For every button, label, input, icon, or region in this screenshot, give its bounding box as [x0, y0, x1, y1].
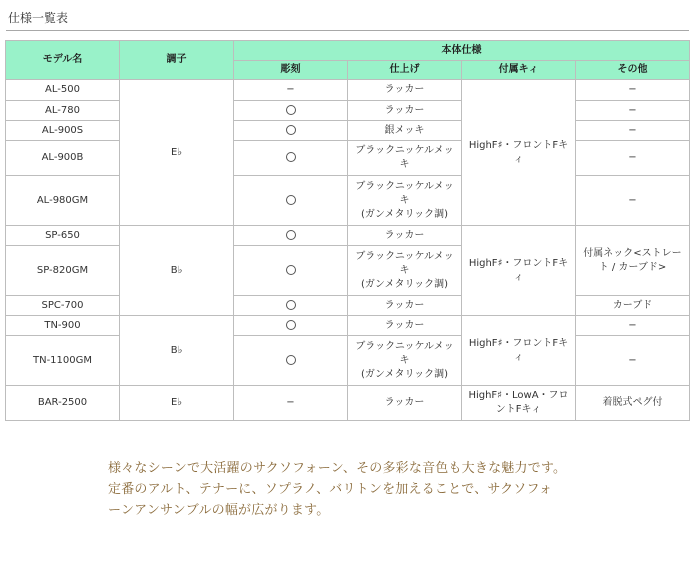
header-finish: 仕上げ [348, 61, 462, 80]
circle-mark [286, 105, 296, 115]
engraving-cell: − [234, 386, 348, 421]
circle-mark [286, 355, 296, 365]
model-cell: BAR-2500 [6, 386, 120, 421]
header-body-spec: 本体仕様 [234, 41, 690, 61]
caption-line: 定番のアルト、テナーに、ソプラノ、バリトンを加えることで、サクソフォ [108, 482, 553, 497]
model-cell: AL-780 [6, 101, 120, 121]
engraving-cell [234, 246, 348, 296]
finish-cell: ラッカー [348, 101, 462, 121]
circle-mark [286, 300, 296, 310]
model-cell: TN-1100GM [6, 336, 120, 386]
caption-line: 様々なシーンで大活躍のサクソフォーン、その多彩な音色も大きな魅力です。 [108, 461, 567, 476]
table-row [6, 226, 690, 246]
finish-text: ブラックニッケルメッキ [355, 340, 454, 366]
model-cell: SP-820GM [6, 246, 120, 296]
key-cell: E♭ [120, 80, 234, 226]
other-cell: − [576, 316, 690, 336]
engraving-cell: − [234, 80, 348, 101]
finish-cell [348, 336, 462, 386]
finish-note: (ガンメタリック調) [360, 208, 449, 220]
header-keys: 付属キィ [462, 61, 576, 80]
model-cell: AL-980GM [6, 176, 120, 226]
finish-cell: 銀メッキ [348, 121, 462, 141]
spec-table [5, 40, 690, 421]
description-caption [108, 458, 648, 521]
other-cell: 付属ネック<ストレート / カーブド> [576, 226, 690, 296]
model-cell: AL-900B [6, 141, 120, 176]
circle-mark [286, 152, 296, 162]
header-model: モデル名 [6, 41, 120, 80]
key-cell: B♭ [120, 226, 234, 316]
model-cell: SP-650 [6, 226, 120, 246]
model-cell: TN-900 [6, 316, 120, 336]
finish-note: (ガンメタリック調) [360, 278, 449, 290]
title-divider [6, 30, 689, 31]
circle-mark [286, 265, 296, 275]
finish-cell: ラッカー [348, 296, 462, 316]
table-row [6, 386, 690, 421]
table-row [6, 141, 690, 176]
other-cell: − [576, 80, 690, 101]
finish-cell: ラッカー [348, 386, 462, 421]
other-cell: − [576, 121, 690, 141]
caption-line: ーンアンサンブルの幅が広がります。 [108, 503, 330, 518]
engraving-cell [234, 176, 348, 226]
keys-cell: HighF♯・フロントFキィ [462, 316, 576, 386]
header-other: その他 [576, 61, 690, 80]
circle-mark [286, 230, 296, 240]
header-engraving: 彫刻 [234, 61, 348, 80]
finish-text: ブラックニッケルメッキ [355, 250, 454, 276]
finish-cell [348, 176, 462, 226]
engraving-cell [234, 316, 348, 336]
keys-cell: HighF♯・フロントFキィ [462, 226, 576, 316]
table-row [6, 176, 690, 226]
engraving-cell [234, 296, 348, 316]
key-cell: E♭ [120, 386, 234, 421]
table-row [6, 316, 690, 336]
engraving-cell [234, 101, 348, 121]
engraving-cell [234, 226, 348, 246]
table-row [6, 121, 690, 141]
other-cell: − [576, 101, 690, 121]
table-row [6, 101, 690, 121]
model-cell: AL-500 [6, 80, 120, 101]
header-key: 調子 [120, 41, 234, 80]
engraving-cell [234, 336, 348, 386]
other-cell: − [576, 141, 690, 176]
engraving-cell [234, 121, 348, 141]
other-cell: 着脱式ペグ付 [576, 386, 690, 421]
key-cell: B♭ [120, 316, 234, 386]
table-row [6, 80, 690, 101]
other-cell: − [576, 336, 690, 386]
finish-cell: ラッカー [348, 226, 462, 246]
other-cell: カーブド [576, 296, 690, 316]
table-row [6, 296, 690, 316]
circle-mark [286, 195, 296, 205]
model-cell: SPC-700 [6, 296, 120, 316]
model-cell: AL-900S [6, 121, 120, 141]
other-cell: − [576, 176, 690, 226]
finish-cell [348, 246, 462, 296]
section-title: 仕様一覧表 [8, 11, 69, 25]
engraving-cell [234, 141, 348, 176]
keys-cell: HighF♯・フロントFキィ [462, 80, 576, 226]
finish-note: (ガンメタリック調) [360, 368, 449, 380]
finish-cell: ラッカー [348, 316, 462, 336]
finish-cell: ラッカー [348, 80, 462, 101]
finish-cell: ブラックニッケルメッキ [348, 141, 462, 176]
finish-text: ブラックニッケルメッキ [355, 180, 454, 206]
circle-mark [286, 320, 296, 330]
circle-mark [286, 125, 296, 135]
keys-cell: HighF♯・LowA・フロントFキィ [462, 386, 576, 421]
table-row [6, 336, 690, 386]
